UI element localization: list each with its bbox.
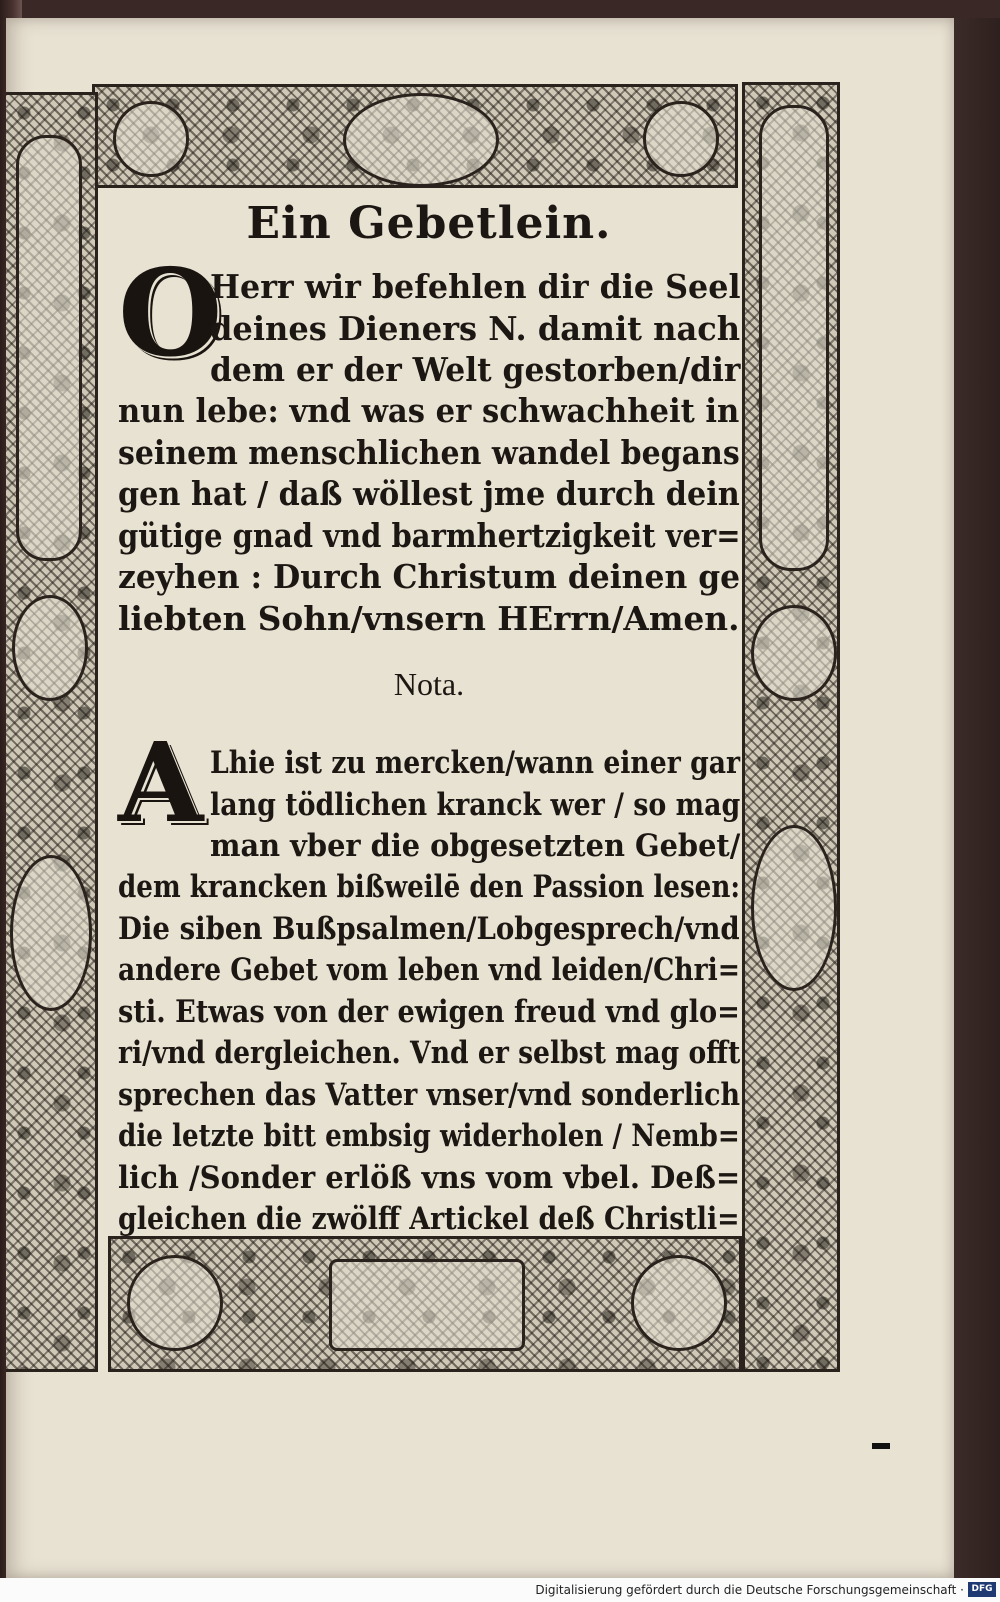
- prayer-line: Herr wir befehlen dir die Seel: [210, 267, 741, 306]
- prayer-paragraph: [118, 390, 826, 639]
- section-heading-nota: Nota.: [393, 666, 465, 702]
- scroll-ornament: [127, 1255, 223, 1351]
- nota-line: ri/vnd dergleichen. Vnd er selbst mag offt: [118, 1035, 741, 1071]
- nota-line: die letzte bitt embsig widerholen / Nemb=: [118, 1118, 740, 1154]
- catchword-mark: [872, 1443, 890, 1449]
- page-edge-shadow: [954, 18, 1000, 1578]
- nota-paragraph-indented: [210, 743, 826, 868]
- sun-ornament: [343, 93, 499, 187]
- text-block: [118, 188, 741, 1237]
- prayer-line: dem er der Welt gestorben/dir: [210, 350, 741, 389]
- nota-paragraph: [118, 867, 855, 1241]
- flower-ornament: [113, 101, 189, 177]
- nota-line: Lhie ist zu mercken/wann einer gar: [210, 745, 741, 781]
- prayer-line: gütige gnad vnd barmhertzigkeit ver=: [118, 515, 741, 555]
- scroll-ornament: [631, 1255, 727, 1351]
- nota-line: man vber die obgesetzten Gebet/: [210, 828, 741, 864]
- prayer-line: gen hat / daß wöllest jme durch dein: [118, 474, 740, 513]
- nota-line: lich /Sonder erlöß vns vom vbel. Deß=: [118, 1159, 741, 1196]
- nota-line: sti. Etwas von der ewigen freud vnd glo=: [118, 993, 740, 1030]
- nota-line: sprechen das Vatter vnser/vnd sonderlich: [118, 1076, 740, 1113]
- prayer-paragraph-indented: [210, 266, 768, 391]
- vase-ornament: [12, 595, 88, 701]
- nota-drop-cap: A: [118, 718, 204, 847]
- flower-ornament: [643, 101, 719, 177]
- dfg-logo: DFG: [968, 1582, 996, 1597]
- figure-ornament: [16, 135, 82, 561]
- open-book-ornament: [329, 1259, 525, 1351]
- woodcut-border-left: [6, 92, 98, 1372]
- prayer-line: seinem menschlichen wandel begans: [118, 432, 740, 472]
- nota-line: lang tödlichen kranck wer / so mag: [210, 786, 741, 823]
- page-title: Ein Gebetlein.: [246, 198, 612, 249]
- prayer-drop-cap: O: [118, 243, 223, 384]
- prayer-line: deines Dieners N. damit nach: [210, 308, 741, 348]
- woodcut-border-top: [92, 84, 738, 188]
- wreath-ornament: [10, 855, 92, 1011]
- woodcut-border-bottom: [108, 1236, 742, 1372]
- prayer-line: nun lebe: vnd was er schwachheit in: [118, 391, 740, 430]
- funding-credit: Digitalisierung gefördert durch die Deutsche Forschungsgemeinschaft ·: [535, 1583, 964, 1597]
- nota-line: Die siben Bußpsalmen/Lobgesprech/vnd: [118, 910, 740, 947]
- nota-line: andere Gebet vom leben vnd leiden/Chri=: [118, 952, 741, 988]
- prayer-line: liebten Sohn/vnsern HErrn/Amen.: [118, 598, 740, 638]
- nota-line: gleichen die zwölff Artickel deß Christli=: [118, 1201, 740, 1237]
- digitization-footer: [0, 1578, 1000, 1602]
- prayer-line: zeyhen : Durch Christum deinen ge: [118, 557, 741, 596]
- nota-line: dem krancken bißweilē den Passion lesen:: [118, 869, 741, 905]
